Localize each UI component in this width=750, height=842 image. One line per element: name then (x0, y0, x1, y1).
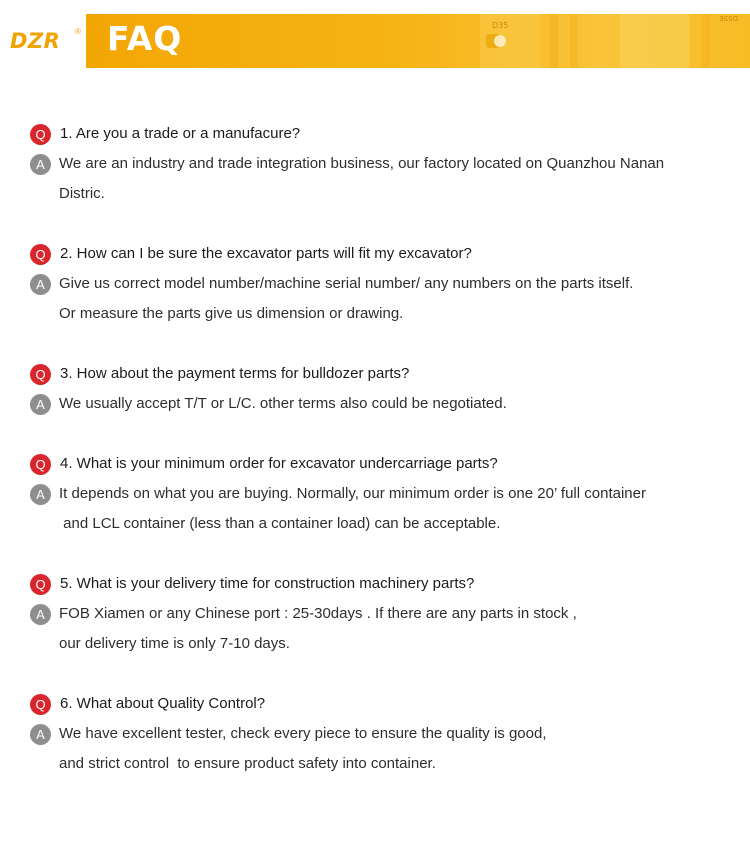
answer-continuation (30, 511, 730, 541)
answer-text: and strict control to ensure product safety into container. (59, 755, 436, 772)
question-icon: Q (30, 364, 51, 385)
answer-icon: A (30, 274, 51, 295)
answer-continuation (30, 751, 730, 781)
page-title: FAQ (107, 19, 183, 58)
track-roller-graphic (470, 14, 750, 68)
answer-text: It depends on what you are buying. Normally, our minimum order is one 20’ full container (59, 485, 646, 502)
question-row (30, 121, 730, 151)
answer-row (30, 481, 730, 511)
faq-item (30, 571, 730, 661)
answer-text: Distric. (59, 185, 105, 202)
answer-text: our delivery time is only 7-10 days. (59, 635, 290, 652)
answer-row (30, 391, 730, 421)
answer-text: FOB Xiamen or any Chinese port : 25-30days . If there are any parts in stock , (59, 605, 577, 622)
question-text: 1. Are you a trade or a manufacure? (60, 125, 301, 142)
registered-mark: ® (75, 27, 81, 36)
answer-text: We usually accept T/T or L/C. other terms also could be negotiated. (59, 395, 507, 412)
question-icon: Q (30, 694, 51, 715)
deco-label-d35: D35 (492, 21, 509, 30)
answer-text: We have excellent tester, check every piece to ensure the quality is good, (59, 725, 547, 742)
faq-item (30, 361, 730, 421)
answer-icon: A (30, 604, 51, 625)
answer-icon: A (30, 484, 51, 505)
question-row (30, 361, 730, 391)
answer-row (30, 601, 730, 631)
faq-banner (0, 14, 750, 68)
question-row (30, 571, 730, 601)
answer-icon: A (30, 724, 51, 745)
faq-item (30, 691, 730, 781)
answer-row (30, 271, 730, 301)
answer-text: and LCL container (less than a container load) can be acceptable. (59, 515, 501, 532)
faq-item (30, 451, 730, 541)
answer-row (30, 721, 730, 751)
answer-continuation (30, 631, 730, 661)
answer-icon: A (30, 394, 51, 415)
answer-icon: A (30, 154, 51, 175)
faq-item (30, 121, 730, 211)
question-row (30, 451, 730, 481)
question-icon: Q (30, 574, 51, 595)
faq-item (30, 241, 730, 331)
question-text: 3. How about the payment terms for bulldozer parts? (60, 365, 410, 382)
answer-continuation (30, 181, 730, 211)
answer-continuation (30, 301, 730, 331)
question-row (30, 241, 730, 271)
answer-row (30, 151, 730, 181)
logo-box (0, 14, 86, 68)
brand-logo: DZR (10, 29, 61, 53)
question-icon: Q (30, 454, 51, 475)
question-icon: Q (30, 124, 51, 145)
question-text: 6. What about Quality Control? (60, 695, 266, 712)
answer-text: Give us correct model number/machine serial number/ any numbers on the parts itself. (59, 275, 634, 292)
question-text: 4. What is your minimum order for excavator undercarriage parts? (60, 455, 498, 472)
answer-text: Or measure the parts give us dimension or drawing. (59, 305, 404, 322)
deco-label-d55e: D55E (719, 14, 738, 22)
question-text: 5. What is your delivery time for construction machinery parts? (60, 575, 475, 592)
question-row (30, 691, 730, 721)
question-text: 2. How can I be sure the excavator parts will fit my excavator? (60, 245, 472, 262)
answer-text: We are an industry and trade integration business, our factory located on Quanzhou Nanan (59, 155, 665, 172)
question-icon: Q (30, 244, 51, 265)
